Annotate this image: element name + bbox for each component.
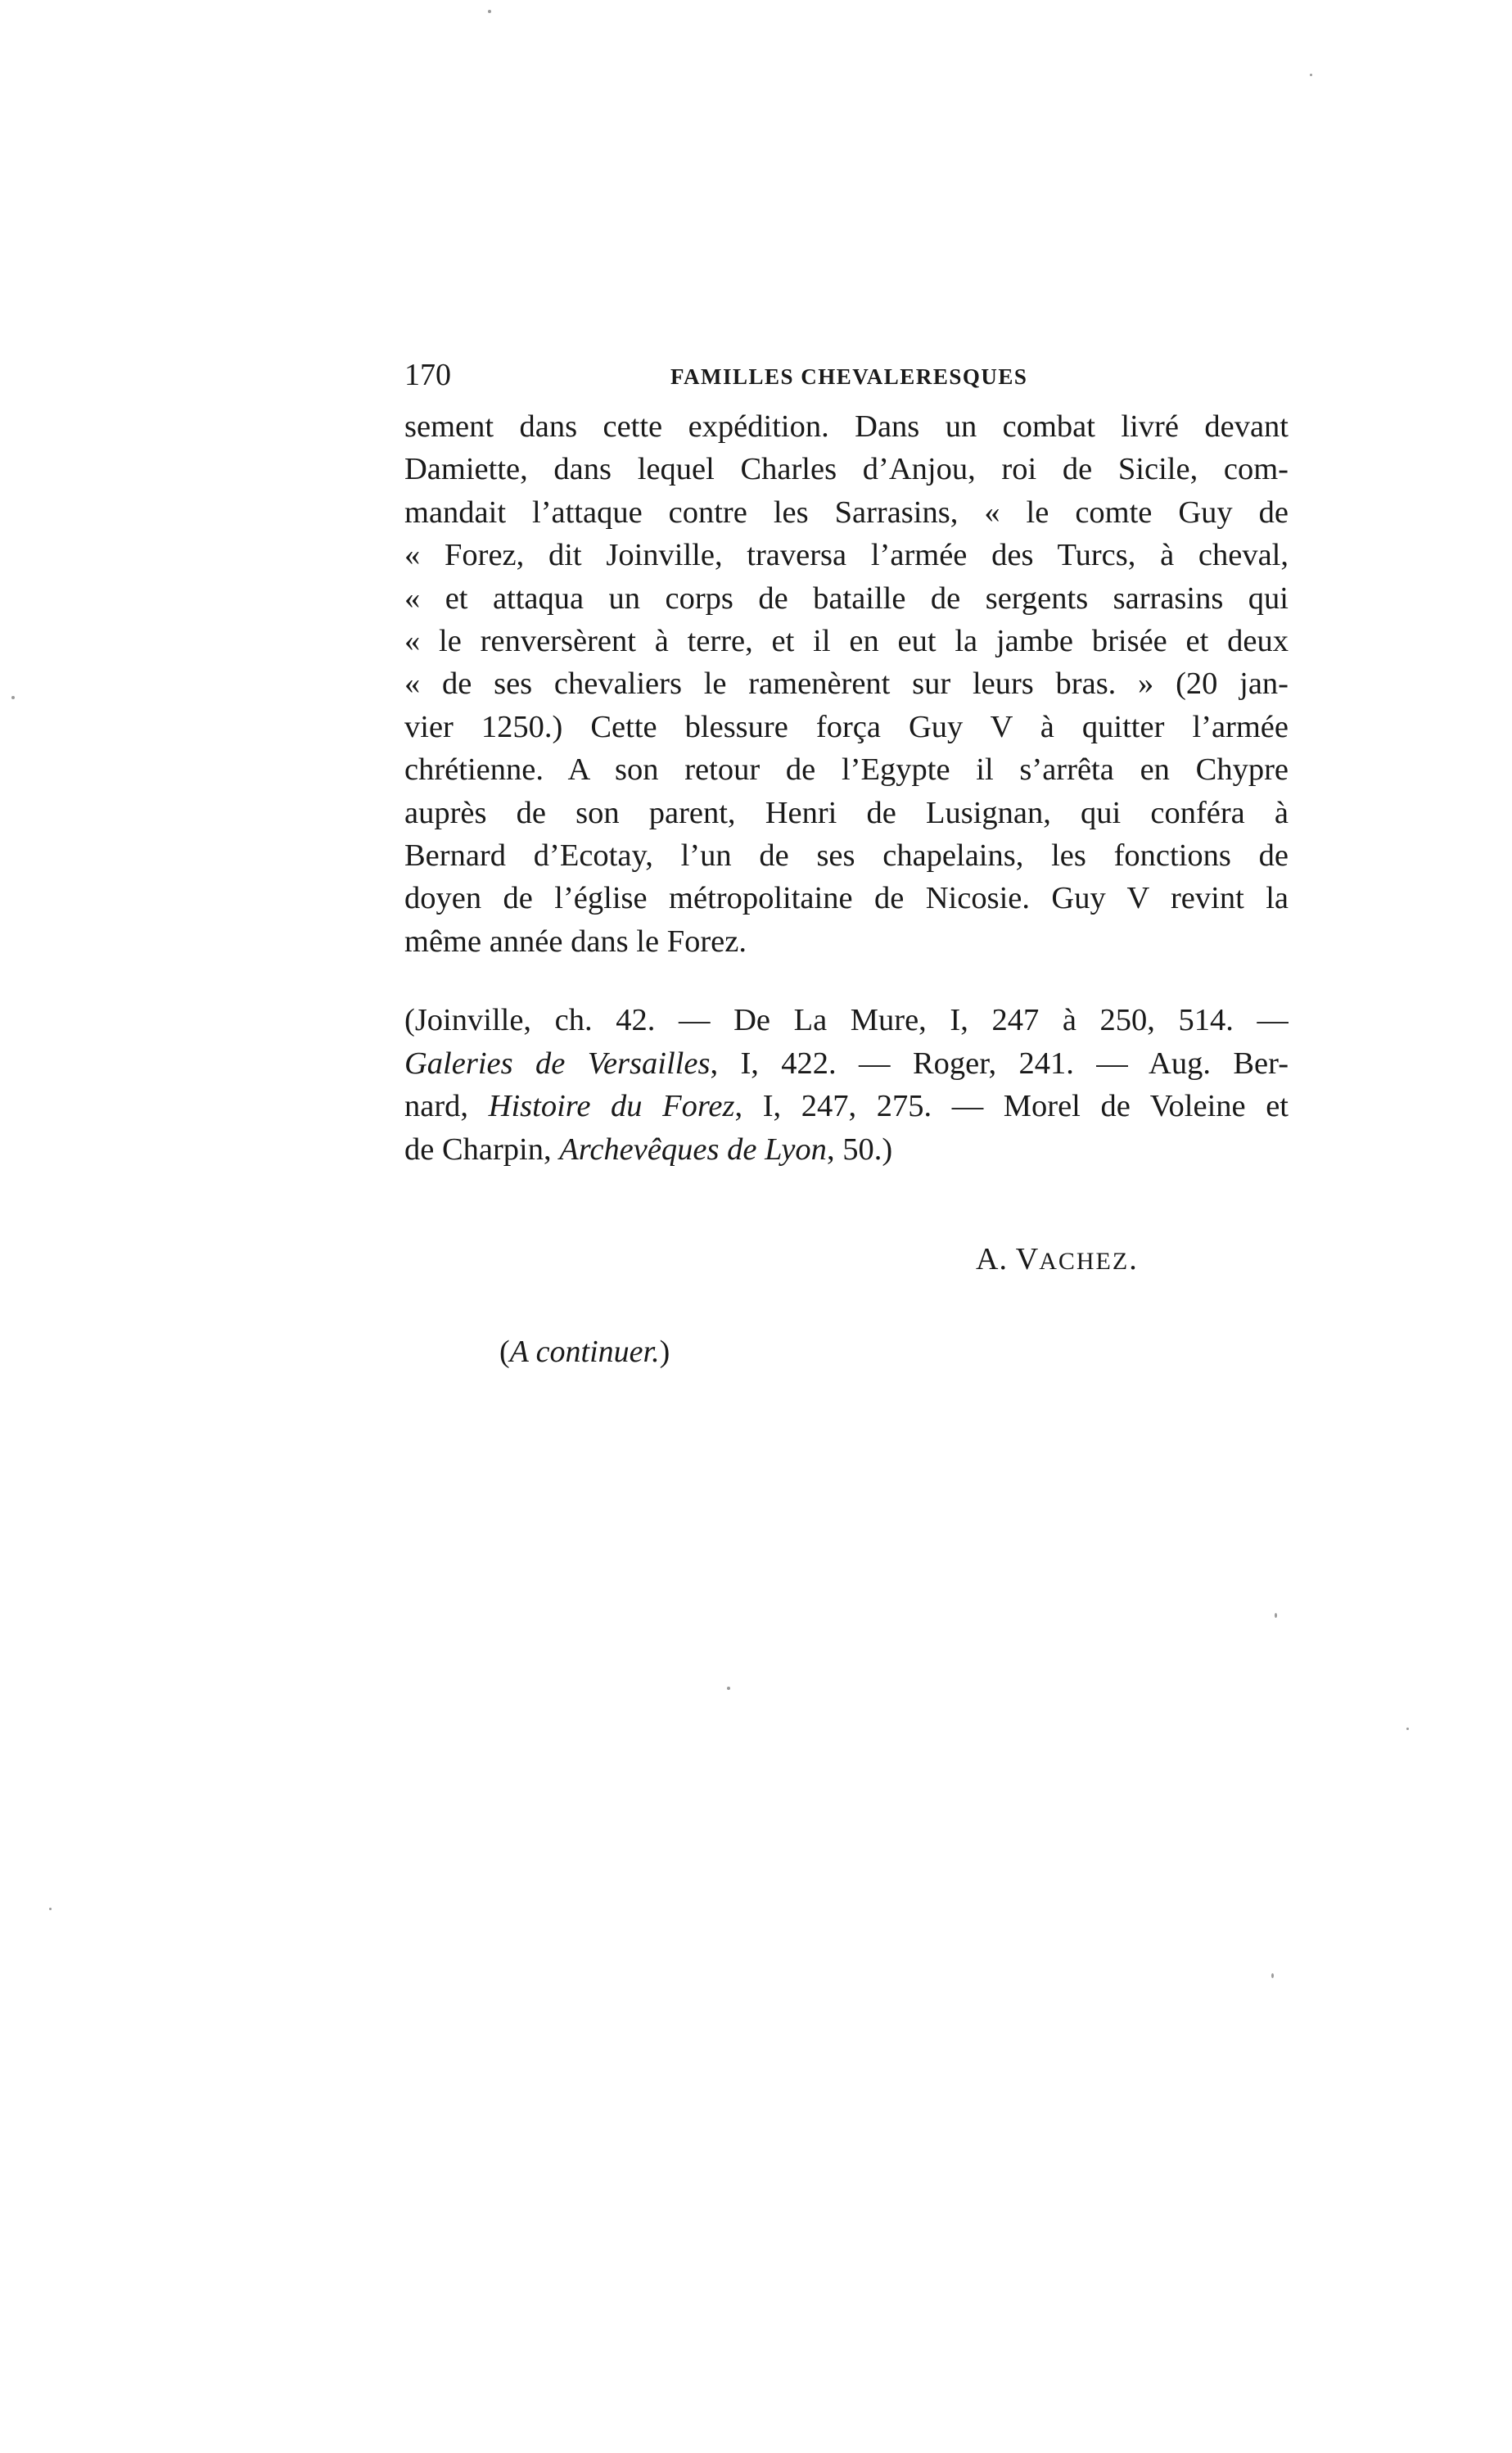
running-title: FAMILLES CHEVALERESQUES — [670, 364, 1028, 389]
continuation-text: A continuer. — [509, 1335, 660, 1369]
text-line: vier 1250.) Cette blessure força Guy V à quitter l’armée — [404, 709, 1289, 744]
text-line: « et attaqua un corps de bataille de sergents sarrasins qui — [404, 580, 1289, 616]
reference-line — [404, 1042, 1289, 1086]
continuation-note — [499, 1330, 670, 1373]
scan-speck — [11, 696, 15, 699]
scan-speck — [727, 1687, 730, 1690]
text-line: mandait l’attaque contre les Sarrasins, « le comte Guy de — [404, 495, 1289, 530]
text-line: sement dans cette expédition. Dans un combat livré devant — [404, 409, 1289, 444]
text-line: auprès de son parent, Henri de Lusignan, qui conféra à — [404, 795, 1289, 830]
reference-title: Archevêques de Lyon — [559, 1132, 827, 1167]
reference-line — [404, 999, 1289, 1042]
main-paragraph — [404, 405, 1289, 963]
reference-text: , I, 422. — Roger, 241. — Aug. Ber- — [710, 1046, 1289, 1081]
text-line: doyen de l’église métropolitaine de Nicosie. Guy V revint la — [404, 881, 1289, 916]
reference-title: Histoire du Forez — [488, 1089, 735, 1123]
reference-text: , 50.) — [826, 1132, 893, 1167]
continuation-open: ( — [499, 1335, 510, 1369]
author-signature — [976, 1238, 1138, 1283]
page-number: 170 — [404, 358, 451, 392]
reference-title: Galeries de Versailles — [404, 1046, 711, 1081]
reference-line — [404, 1128, 1289, 1172]
text-line: « le renversèrent à terre, et il en eut la jambe brisée et deux — [404, 623, 1289, 658]
reference-text: nard, — [404, 1089, 489, 1123]
scan-speck — [49, 1908, 52, 1910]
page-header — [404, 354, 1289, 403]
scan-speck — [1275, 1613, 1277, 1618]
text-line: Damiette, dans lequel Charles d’Anjou, roi de Sicile, com- — [404, 452, 1289, 487]
reference-text: , I, 247, 275. — Morel de Voleine et — [734, 1089, 1289, 1123]
reference-text: de Charpin, — [404, 1132, 560, 1167]
scan-speck — [1271, 1973, 1274, 1978]
text-line: chrétienne. A son retour de l’Egypte il s’arrêta en Chypre — [404, 752, 1289, 788]
continuation-close: ) — [659, 1335, 670, 1369]
text-line: « de ses chevaliers le ramenèrent sur leurs bras. » (20 jan- — [404, 666, 1289, 702]
scan-speck — [488, 10, 491, 13]
signature-surname: ACHEZ — [1039, 1248, 1130, 1275]
signature-initial: A. V — [976, 1242, 1040, 1276]
reference-line — [404, 1085, 1289, 1128]
signature-period: . — [1129, 1242, 1138, 1276]
text-line: Bernard d’Ecotay, l’un de ses chapelains, les fonctions de — [404, 838, 1289, 873]
text-line: « Forez, dit Joinville, traversa l’armée des Turcs, à cheval, — [404, 538, 1289, 573]
scan-speck — [1310, 74, 1312, 76]
reference-text: (Joinville, ch. 42. — De La Mure, I, 247 à 250, 514. — — [404, 1003, 1289, 1037]
scan-speck — [1406, 1728, 1409, 1730]
references-paragraph — [404, 999, 1289, 1171]
text-line: même année dans le Forez. — [404, 924, 747, 959]
